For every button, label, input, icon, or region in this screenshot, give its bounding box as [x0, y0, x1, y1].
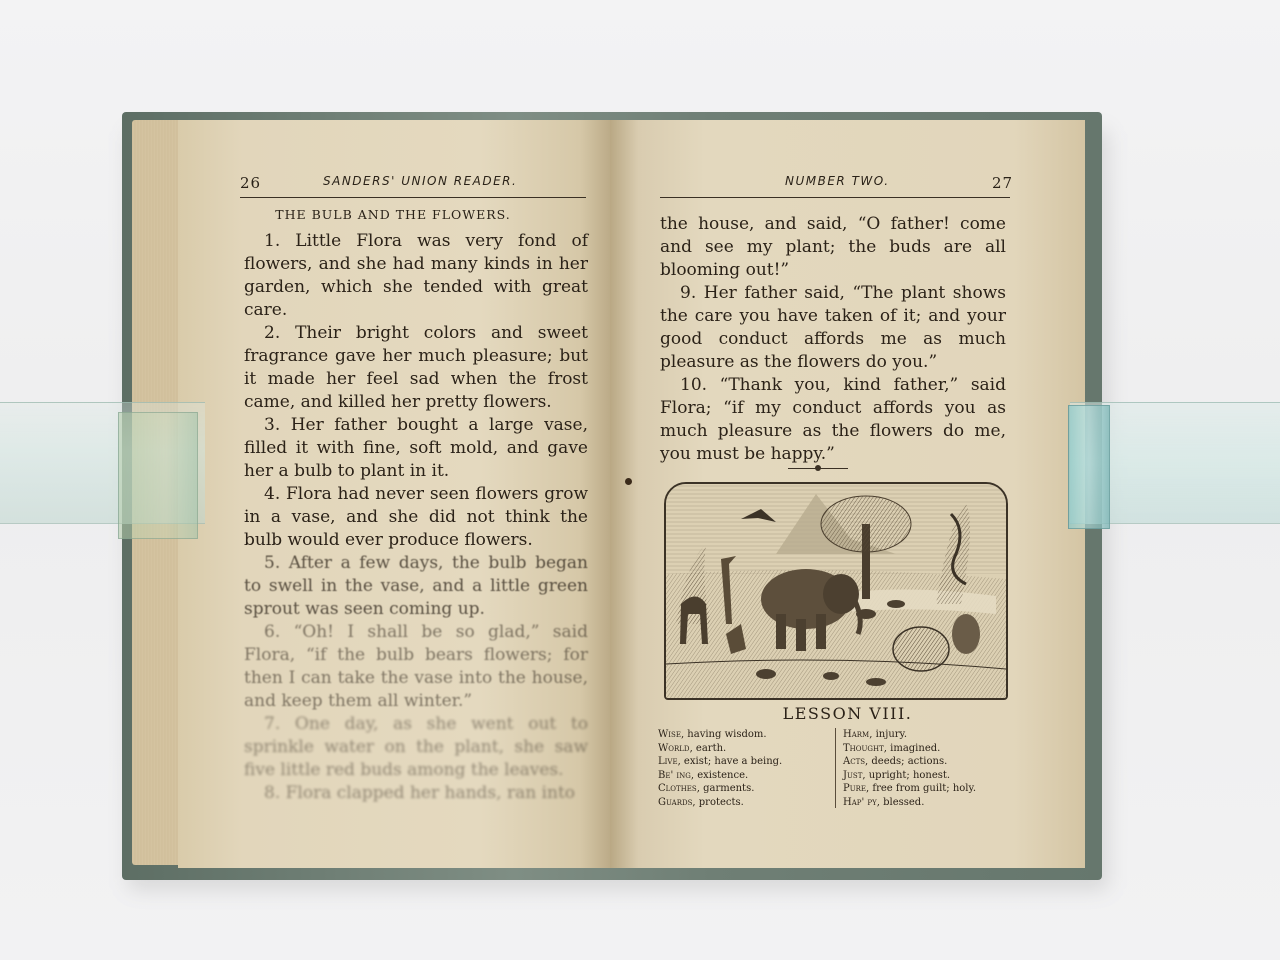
right-running-head: NUMBER TWO. [785, 174, 890, 188]
animals-engraving [664, 482, 1008, 700]
paragraph-8-continued: the house, and said, “O father! come and see my plant; the buds are all blooming out!” [660, 214, 1006, 280]
vocab-item: Hap' py, blessed. [843, 796, 925, 808]
paragraph-9: 9. Her father said, “The plant shows the care you have taken of it; and your good conduct affords me as much pleasure as the flowers do you.” [660, 283, 1006, 372]
right-page-text [660, 213, 1006, 466]
paragraph-7: 7. One day, as she went out to sprinkle water on the plant, she saw five little red buds among the leaves. [244, 714, 588, 780]
vocab-item: Pure, free from guilt; holy. [843, 783, 976, 794]
paragraph-10: 10. “Thank you, kind father,” said Flora; “if my conduct affords you as much pleasure as the flowers do me, you must be happy.” [660, 375, 1006, 464]
right-page-number: 27 [992, 174, 1014, 192]
paragraph-3: 3. Her father bought a large vase, filled it with fine, soft mold, and gave her a bulb to plant in it. [244, 415, 588, 481]
left-page [178, 120, 610, 868]
vocabulary-separator [835, 728, 836, 808]
paragraph-6: 6. “Oh! I shall be so glad,” said Flora, “if the bulb bears flowers; for then I can take the vase into the house, and keep them all winter.” [244, 622, 588, 711]
paragraph-2: 2. Their bright colors and sweet fragrance gave her much pleasure; but it made her feel sad when the frost came, and killed her pretty flowers. [244, 323, 588, 412]
paragraph-4: 4. Flora had never seen flowers grow in a vase, and she did not think the bulb would ever produce flowers. [244, 484, 588, 550]
vocab-item: Harm, injury. [843, 729, 908, 740]
paragraph-1: 1. Little Flora was very fond of flowers, and she had many kinds in her garden, which she tended with great care. [244, 231, 588, 320]
left-page-number: 26 [240, 174, 262, 192]
right-page [610, 120, 1085, 868]
paragraph-5: 5. After a few days, the bulb began to swell in the vase, and a little green sprout was seen coming up. [244, 553, 588, 619]
lesson-heading: LESSON VIII. [782, 704, 913, 723]
vocab-item: Clothes, garments. [658, 783, 755, 794]
story-title: THE BULB AND THE FLOWERS. [275, 207, 511, 222]
vocab-item: Thought, imagined. [843, 742, 941, 754]
gutter-mark [625, 478, 632, 485]
vocab-item: Live, exist; have a being. [658, 756, 783, 767]
vocab-item: Be' ing, existence. [658, 769, 749, 781]
glass-weight-right-end [1068, 405, 1110, 529]
vocab-item: Guards, protects. [658, 796, 744, 808]
vocab-item: Wise, having wisdom. [658, 729, 767, 740]
left-page-text [244, 230, 588, 805]
divider-ornament [815, 465, 821, 471]
paragraph-8: 8. Flora clapped her hands, ran into [264, 783, 576, 803]
header-rule [660, 197, 1010, 198]
vocab-item: Acts, deeds; actions. [843, 756, 948, 767]
glass-weight-left-end [118, 412, 198, 539]
vocabulary-list-right [843, 728, 976, 809]
vocab-item: World, earth. [658, 742, 727, 754]
vocab-item: Just, upright; honest. [843, 769, 951, 781]
header-rule [240, 197, 586, 198]
vocabulary-list-left [658, 728, 782, 809]
left-running-head: SANDERS' UNION READER. [323, 174, 518, 188]
